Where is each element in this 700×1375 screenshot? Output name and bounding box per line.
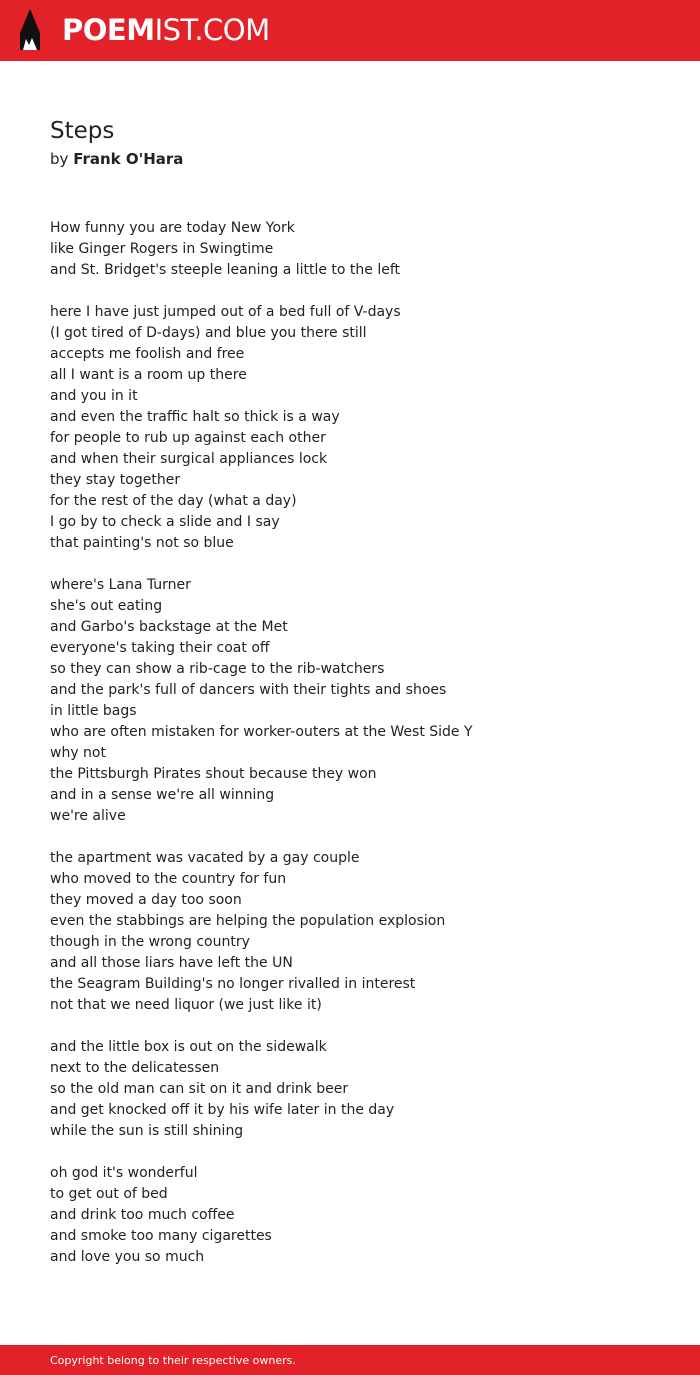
poem-line: and you in it (50, 388, 138, 404)
poem-line: and all those liars have left the UN (50, 955, 293, 971)
poem-line: oh god it's wonderful (50, 1165, 198, 1181)
poem-byline (50, 148, 183, 170)
poem-line: and the little box is out on the sidewalk (50, 1039, 327, 1055)
poem-line: she's out eating (50, 598, 163, 614)
poem-line: How funny you are today New York (50, 220, 295, 236)
poem-line: and smoke too many cigarettes (50, 1228, 272, 1244)
poem-line: here I have just jumped out of a bed full of V-days (50, 304, 401, 320)
poem-line: the Pittsburgh Pirates shout because they won (50, 766, 377, 782)
poem-line: in little bags (50, 703, 137, 719)
poem-line: even the stabbings are helping the population explosion (50, 913, 446, 929)
poem-body (50, 218, 670, 1289)
poem-stanza (50, 848, 670, 1016)
poem-line: so they can show a rib-cage to the rib-watchers (50, 661, 385, 677)
poem-line: for the rest of the day (what a day) (50, 493, 297, 509)
poem-line: accepts me foolish and free (50, 346, 245, 362)
poem-line: though in the wrong country (50, 934, 250, 950)
pencil-tip-icon[interactable] (18, 9, 42, 51)
poem-title: Steps (50, 118, 115, 144)
poem-author: Frank O'Hara (73, 150, 184, 168)
poem-line: they stay together (50, 472, 181, 488)
poem-stanza (50, 1037, 670, 1142)
poem-line: all I want is a room up there (50, 367, 247, 383)
poem-line: while the sun is still shining (50, 1123, 244, 1139)
poem-line: who are often mistaken for worker-outers at the West Side Y (50, 724, 473, 740)
poem-line: where's Lana Turner (50, 577, 191, 593)
poem-stanza (50, 302, 670, 554)
copyright-text: Copyright belong to their respective owners. (50, 1354, 296, 1367)
poem-line: who moved to the country for fun (50, 871, 287, 887)
poem-line: and Garbo's backstage at the Met (50, 619, 288, 635)
byline-prefix: by (50, 150, 69, 168)
poem-line: so the old man can sit on it and drink beer (50, 1081, 349, 1097)
site-header (0, 0, 700, 61)
poem-line: and when their surgical appliances lock (50, 451, 328, 467)
poem-line: that painting's not so blue (50, 535, 234, 551)
poem-line: to get out of bed (50, 1186, 168, 1202)
poem-line: for people to rub up against each other (50, 430, 326, 446)
logo-brand-bold: POEM (62, 13, 155, 47)
poem-stanza (50, 218, 670, 281)
poem-line: they moved a day too soon (50, 892, 242, 908)
poem-line: next to the delicatessen (50, 1060, 220, 1076)
site-footer (0, 1345, 700, 1375)
poem-stanza (50, 1163, 670, 1268)
poem-line: and drink too much coffee (50, 1207, 235, 1223)
poem-line: like Ginger Rogers in Swingtime (50, 241, 274, 257)
poem-line: and get knocked off it by his wife later in the day (50, 1102, 395, 1118)
poem-line: and in a sense we're all winning (50, 787, 275, 803)
poem-stanza (50, 575, 670, 827)
poem-line: I go by to check a slide and I say (50, 514, 280, 530)
poem-line: the apartment was vacated by a gay couple (50, 850, 360, 866)
poem-line: the Seagram Building's no longer rivalled in interest (50, 976, 416, 992)
poem-line: not that we need liquor (we just like it) (50, 997, 322, 1013)
logo-brand-light: IST.COM (154, 13, 270, 47)
poem-line: and even the traffic halt so thick is a way (50, 409, 340, 425)
poem-line: and the park's full of dancers with their tights and shoes (50, 682, 447, 698)
poem-line: (I got tired of D-days) and blue you there still (50, 325, 367, 341)
poem-line: and St. Bridget's steeple leaning a little to the left (50, 262, 401, 278)
poem-line: we're alive (50, 808, 126, 824)
poem-line: everyone's taking their coat off (50, 640, 270, 656)
site-logo[interactable] (62, 12, 270, 48)
poem-line: and love you so much (50, 1249, 205, 1265)
poem-line: why not (50, 745, 106, 761)
